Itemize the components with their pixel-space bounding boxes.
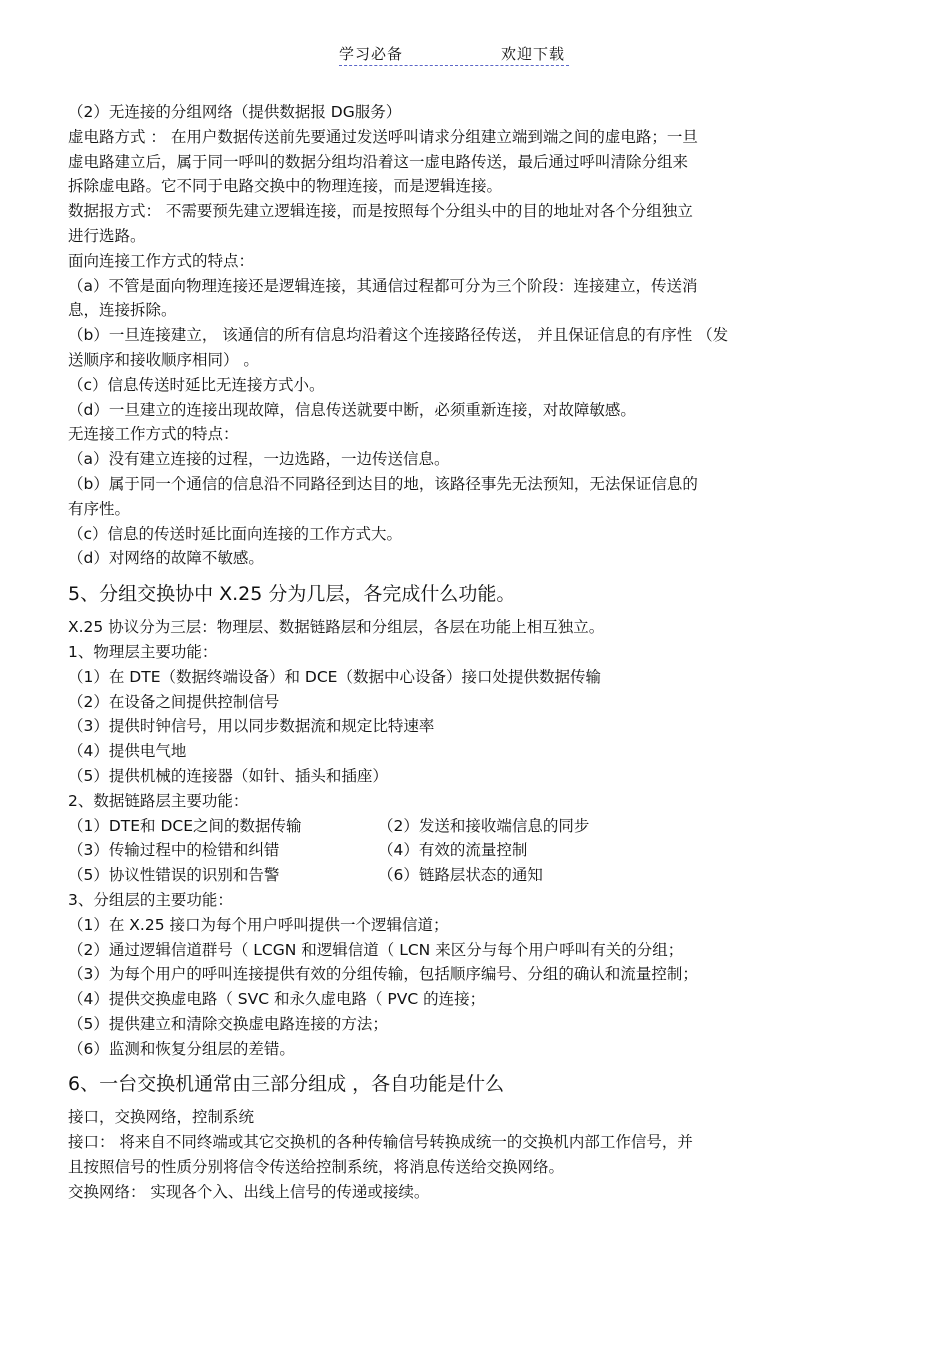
datalink-item: （1）DTE和 DCE之间的数据传输 (68, 816, 302, 835)
text-line: 1、物理层主要功能： (68, 642, 218, 661)
datalink-row (68, 814, 848, 839)
text-line: 拆除虚电路。它不同于电路交换中的物理连接，而是逻辑连接。 (68, 177, 503, 196)
text-line: （2）通过逻辑信道群号（ LCGN 和逻辑信道（ LCN 来区分与每个用户呼叫有关的分组； (68, 940, 684, 959)
text-line: 无连接工作方式的特点： (68, 425, 239, 444)
text-line: （d）一旦建立的连接出现故障，信息传送就要中断，必须重新连接，对故障敏感。 (68, 400, 636, 419)
text-line: 虚电路建立后，属于同一呼叫的数据分组均沿着这一虚电路传送，最后通过呼叫清除分组来 (68, 152, 689, 171)
text-line: （5）提供机械的连接器（如针、插头和插座） (68, 766, 388, 785)
datalink-item: （6）链路层状态的通知 (378, 866, 543, 885)
text-line: 交换网络： 实现各个入、出线上信号的传递或接续。 (68, 1182, 430, 1201)
text-line: 2、数据链路层主要功能： (68, 791, 249, 810)
text-line: （c）信息的传送时延比面向连接的工作方式大。 (68, 524, 403, 543)
datalink-item: （4）有效的流量控制 (378, 841, 528, 860)
section-connectionless (68, 100, 848, 571)
document-body (68, 100, 848, 1205)
text-line: 面向连接工作方式的特点： (68, 251, 255, 270)
text-line: （6）监测和恢复分组层的差错。 (68, 1039, 295, 1058)
text-line: 进行选路。 (68, 226, 146, 245)
datalink-item: （5）协议性错误的识别和告警 (68, 866, 280, 885)
text-line: （4）提供电气地 (68, 742, 187, 761)
text-line: 3、分组层的主要功能： (68, 890, 233, 909)
text-line: 接口，交换网络，控制系统 (68, 1108, 255, 1127)
text-line: 有序性。 (68, 499, 131, 518)
text-line: 且按照信号的性质分别将信令传送给控制系统，将消息传送给交换网络。 (68, 1158, 565, 1177)
text-line: X.25 协议分为三层：物理层、数据链路层和分组层，各层在功能上相互独立。 (68, 618, 605, 637)
text-line: （3）为每个用户的呼叫连接提供有效的分组传输，包括顺序编号、分组的确认和流量控制； (68, 965, 698, 984)
text-line: （3）提供时钟信号，用以同步数据流和规定比特速率 (68, 717, 435, 736)
text-line: 接口： 将来自不同终端或其它交换机的各种传输信号转换成统一的交换机内部工作信号，并 (68, 1133, 693, 1152)
header-right-text: 欢迎下载 (500, 45, 565, 63)
datalink-row (68, 838, 848, 863)
page-header (339, 41, 569, 66)
text-line: 息，连接拆除。 (68, 301, 177, 320)
text-line: （a）不管是面向物理连接还是逻辑连接，其通信过程都可分为三个阶段：连接建立，传送消 (68, 276, 698, 295)
text-line: （c）信息传送时延比无连接方式小。 (68, 375, 325, 394)
section-heading-5: 5、分组交换协中 X.25 分为几层，各完成什么功能。 (68, 583, 516, 606)
text-line: （2）无连接的分组网络（提供数据报 DG服务） (68, 103, 402, 121)
text-line: （1）在 X.25 接口为每个用户呼叫提供一个逻辑信道； (68, 915, 449, 934)
text-line: （4）提供交换虚电路（ SVC 和永久虚电路（ PVC 的连接； (68, 990, 486, 1009)
datalink-item: （2）发送和接收端信息的同步 (378, 816, 590, 835)
text-line: （d）对网络的故障不敏感。 (68, 549, 264, 568)
section-heading-6: 6、一台交换机通常由三部分组成 ，各自功能是什么 (68, 1073, 505, 1096)
text-line: 送顺序和接收顺序相同） 。 (68, 350, 259, 369)
text-line: （a）没有建立连接的过程，一边选路，一边传送信息。 (68, 450, 450, 469)
text-line: （1）在 DTE（数据终端设备）和 DCE（数据中心设备）接口处提供数据传输 (68, 667, 601, 686)
text-line: 数据报方式： 不需要预先建立逻辑连接，而是按照每个分组头中的目的地址对各个分组独立 (68, 202, 693, 221)
text-line: （b）属于同一个通信的信息沿不同路径到达目的地，该路径事先无法预知，无法保证信息的 (68, 474, 698, 493)
datalink-row (68, 863, 848, 888)
section-x25-layers (68, 615, 848, 1061)
header-left-text: 学习必备 (339, 45, 404, 63)
text-line: （b）一旦连接建立， 该通信的所有信息均沿着这个连接路径传送， 并且保证信息的有序性 （发 (68, 326, 729, 345)
text-line: （2）在设备之间提供控制信号 (68, 692, 280, 711)
section-switch-components (68, 1105, 848, 1204)
text-line: 虚电路方式 ： 在用户数据传送前先要通过发送呼叫请求分组建立端到端之间的虚电路；一旦 (68, 127, 698, 146)
text-line: （5）提供建立和清除交换虚电路连接的方法； (68, 1014, 388, 1033)
datalink-item: （3）传输过程中的检错和纠错 (68, 841, 280, 860)
